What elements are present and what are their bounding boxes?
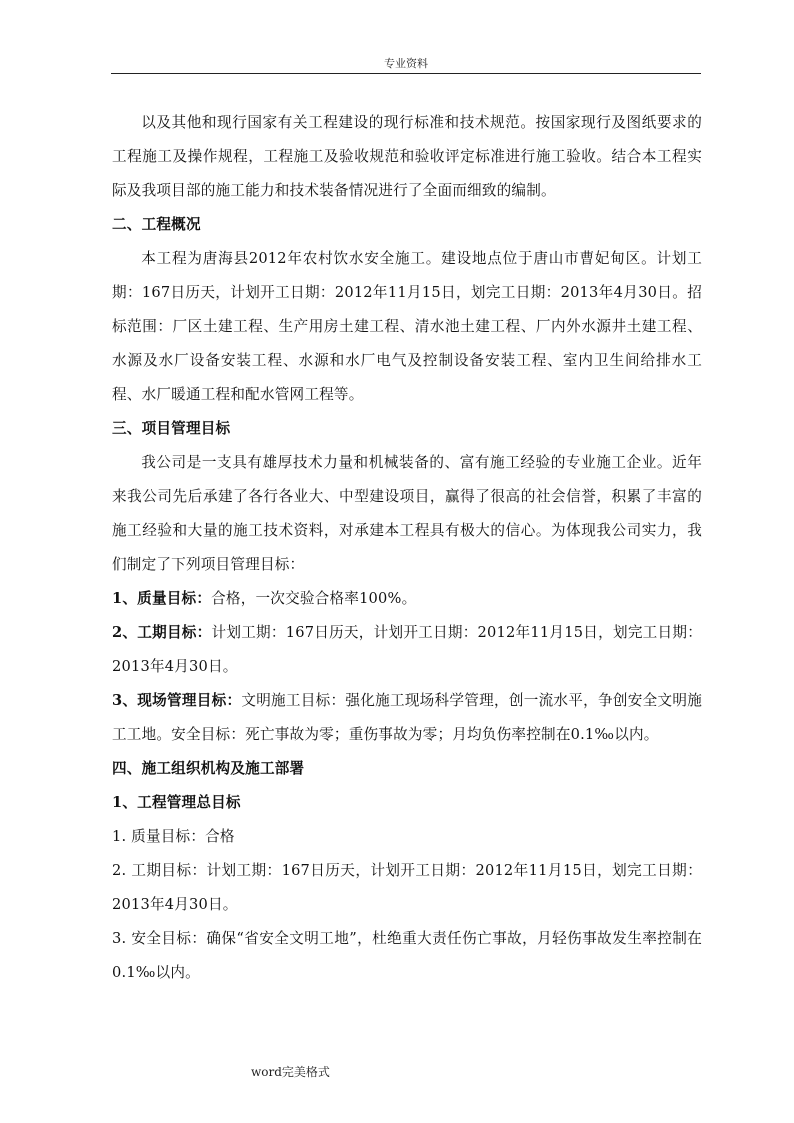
subheading-overall-goals: 1、工程管理总目标: [112, 794, 241, 811]
header-divider: [111, 73, 701, 74]
overall-goal-safety: 3. 安全目标：确保“省安全文明工地”，杜绝重大责任伤亡事故，月轻伤事故发生率控制在0.1‰以内。: [112, 930, 702, 981]
section-heading-management-goals: 三、项目管理目标: [112, 420, 231, 437]
site-management-target-label: 3、现场管理目标：: [112, 692, 242, 709]
overall-goal-quality: 1. 质量目标：合格: [112, 828, 235, 845]
intro-paragraph: 以及其他和现行国家有关工程建设的现行标准和技术规范。按国家现行及图纸要求的工程施工及操作规程，工程施工及验收规范和验收评定标准进行施工验收。结合本工程实际及我项目部的施工能力和技术装备情况进行了全面而细致的编制。: [112, 114, 702, 199]
schedule-target-text: 计划工期：167日历天，计划开工日期：2012年11月15日，划完工日期：2013年4月30日。: [112, 624, 702, 675]
schedule-target-label: 2、工期目标：: [112, 624, 212, 641]
management-goals-paragraph: 我公司是一支具有雄厚技术力量和机械装备的、富有施工经验的专业施工企业。近年来我公司先后承建了各行各业大、中型建设项目，赢得了很高的社会信誉，积累了丰富的施工经验和大量的施工技术资料，对承建本工程具有极大的信心。为体现我公司实力，我们制定了下列项目管理目标：: [112, 454, 702, 573]
overall-goal-schedule: 2. 工期目标：计划工期：167日历天，计划开工日期：2012年11月15日，划完工日期：2013年4月30日。: [112, 862, 702, 913]
section-heading-organization: 四、施工组织机构及施工部署: [112, 760, 305, 777]
document-body: [112, 106, 702, 990]
quality-target-label: 1、质量目标：: [112, 590, 212, 607]
page-header: 专业资料: [384, 57, 428, 70]
quality-target-text: 合格，一次交验合格率100%。: [211, 590, 417, 607]
site-management-target-item: [112, 684, 702, 752]
quality-target-item: [112, 582, 702, 616]
schedule-target-item: [112, 616, 702, 684]
project-overview-paragraph: 本工程为唐海县2012年农村饮水安全施工。建设地点位于唐山市曹妃甸区。计划工期：167日历天，计划开工日期：2012年11月15日，划完工日期：2013年4月30日。招标范围：厂区土建工程、生产用房土建工程、清水池土建工程、厂内外水源井土建工程、水源及水厂设备安装工程、水源和水厂电气及控制设备安装工程、室内卫生间给排水工程、水厂暖通工程和配水管网工程等。: [112, 250, 702, 403]
section-heading-project-overview: 二、工程概况: [112, 216, 201, 233]
page-footer: word完美格式: [251, 1065, 330, 1079]
site-management-target-text: 文明施工目标：强化施工现场科学管理，创一流水平，争创安全文明施工工地。安全目标：死亡事故为零；重伤事故为零；月均负伤率控制在0.1‰以内。: [112, 692, 702, 743]
